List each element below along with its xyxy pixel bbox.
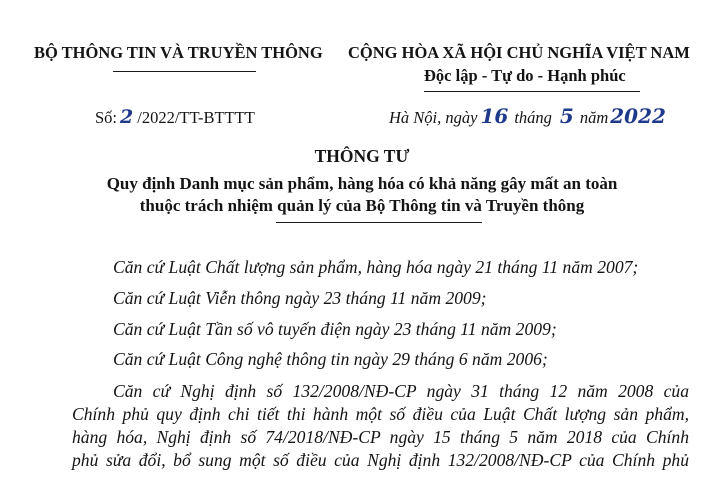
decree-line-3: hàng hóa, Nghị định số 74/2018/NĐ-CP ngày 15 tháng 5 năm 2018 của Chính: [72, 427, 689, 447]
document-title-line-1: Quy định Danh mục sản phẩm, hàng hóa có khả năng gây mất an toàn: [106, 174, 618, 193]
date-year-label: năm: [579, 108, 609, 127]
document-title-line-2: thuộc trách nhiệm quản lý của Bộ Thông tin và Truyền thông: [139, 196, 585, 215]
date-month-label: tháng: [514, 108, 552, 127]
document-number: [95, 106, 255, 128]
handwritten-number: 2: [120, 106, 134, 128]
handwritten-month: 5: [559, 104, 574, 128]
number-prefix: Số:: [95, 108, 118, 127]
handwritten-day: 16: [480, 104, 509, 128]
motto-underline: [424, 91, 640, 92]
legal-basis-3: Căn cứ Luật Tần số vô tuyến điện ngày 23 tháng 11 năm 2009;: [113, 319, 557, 339]
legal-basis-4: Căn cứ Luật Công nghệ thông tin ngày 29 tháng 6 năm 2006;: [113, 349, 548, 369]
legal-basis-2: Căn cứ Luật Viễn thông ngày 23 tháng 11 năm 2009;: [113, 288, 487, 308]
national-motto: Độc lập - Tự do - Hạnh phúc: [424, 66, 626, 85]
title-underline: [276, 222, 482, 223]
decree-line-1: Căn cứ Nghị định số 132/2008/NĐ-CP ngày 31 tháng 12 năm 2008 của: [113, 381, 689, 401]
legal-basis-1: Căn cứ Luật Chất lượng sản phẩm, hàng hóa ngày 21 tháng 11 năm 2007;: [113, 257, 639, 277]
document-type: THÔNG TƯ: [314, 146, 410, 166]
decree-line-4: phủ sửa đổi, bổ sung một số điều của Nghị định 132/2008/NĐ-CP của Chính phủ: [72, 450, 689, 470]
decree-paragraph: [72, 380, 689, 472]
date-place-prefix: Hà Nội, ngày: [389, 108, 478, 127]
number-suffix: /2022/TT-BTTTT: [137, 108, 255, 127]
ministry-underline: [113, 71, 256, 72]
handwritten-year: 2022: [610, 104, 666, 128]
issue-date: [389, 104, 666, 128]
decree-line-2: Chính phủ quy định chi tiết thi hành một số điều của Luật Chất lượng sản phẩm,: [72, 404, 689, 424]
ministry-name: BỘ THÔNG TIN VÀ TRUYỀN THÔNG: [34, 43, 323, 62]
republic-name: CỘNG HÒA XÃ HỘI CHỦ NGHĨA VIỆT NAM: [348, 43, 690, 62]
